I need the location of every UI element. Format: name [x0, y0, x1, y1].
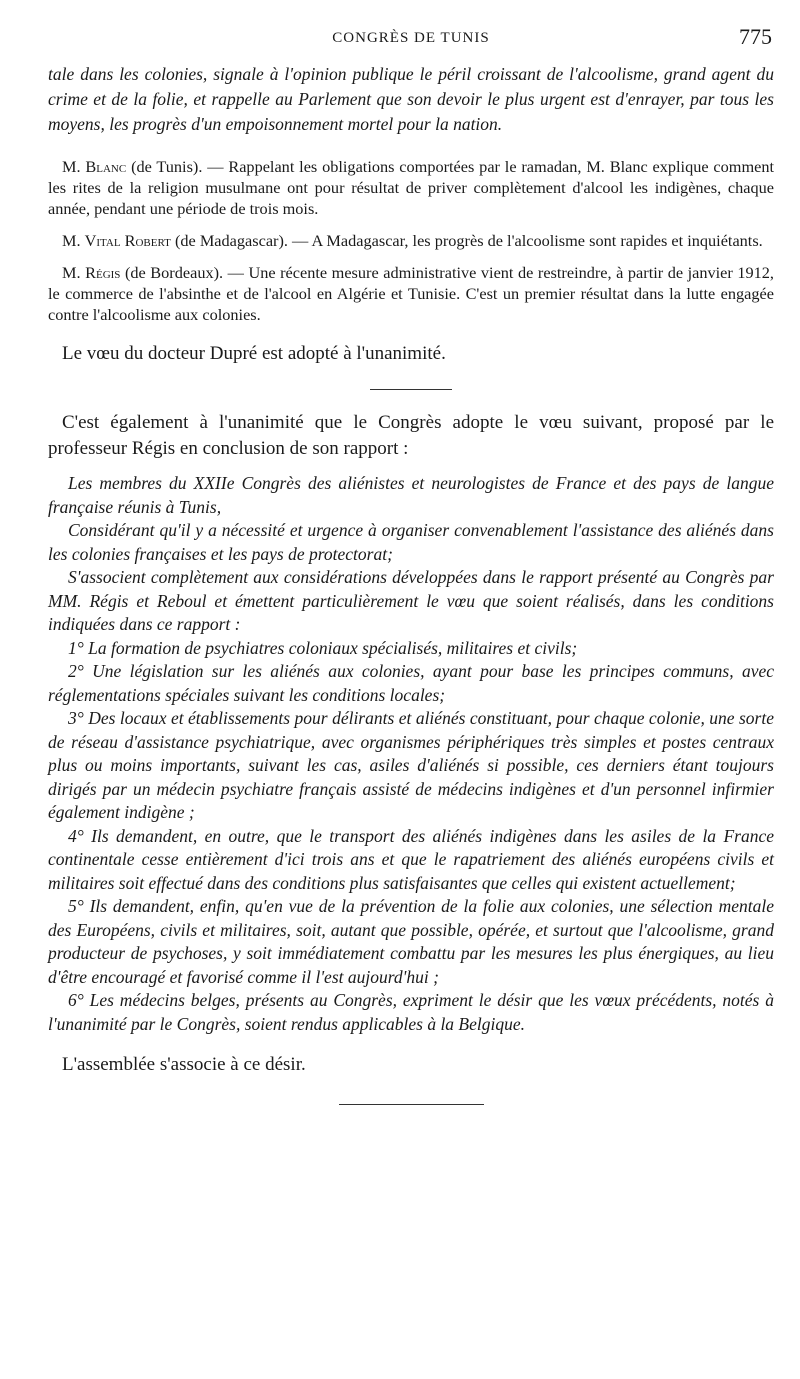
speaker-prefix: M.	[62, 157, 81, 176]
discussion-paragraph-blanc	[48, 156, 774, 219]
adoption-statement: Le vœu du docteur Dupré est adopté à l'unanimité.	[62, 343, 446, 364]
section-divider	[370, 389, 452, 390]
speaker-remarks: (de Tunis). — Rappelant les obligations comportées par le ramadan, M. Blanc explique comment les rites de la religion musulmane ont pour résultat de priver complètement d'alcool les indigènes, chaque année, pendant une période de trois mois.	[48, 157, 774, 218]
resolution-item-4: 4° Ils demandent, en outre, que le transport des aliénés indigènes dans les asiles de la France continentale cesse entièrement d'ici trois ans et que le rapatriement des aliénés européens civils et militaires soit effectué dans des conditions plus satisfaisantes que celles qui existent actuellement;	[48, 825, 774, 893]
page-number: 775	[739, 24, 772, 49]
resolution-item-6: 6° Les médecins belges, présents au Congrès, expriment le désir que les vœux précédents, notés à l'unanimité par le Congrès, soient rendus applicables à la Belgique.	[48, 990, 774, 1034]
resolution-item-2: 2° Une législation sur les aliénés aux colonies, ayant pour base les principes communs, avec réglementations spéciales suivant les conditions locales;	[48, 661, 774, 705]
discussion-paragraph-regis	[48, 262, 774, 325]
discussion-paragraph-robert	[48, 230, 774, 251]
resolution-text	[48, 472, 774, 1036]
speaker-remarks: (de Bordeaux). — Une récente mesure administrative vient de restreindre, à partir de janvier 1912, le commerce de l'absinthe et de l'alcool en Algérie et Tunisie. C'est un premier résultat dans la lutte engagée contre l'alcoolisme aux colonies.	[48, 263, 774, 324]
page	[48, 22, 774, 1105]
resolution-considering: Considérant qu'il y a nécessité et urgence à organiser convenablement l'assistance des aliénés dans les colonies françaises et les pays de protectorat;	[48, 520, 774, 564]
running-head	[48, 22, 774, 52]
resolution-item-5: 5° Ils demandent, enfin, qu'en vue de la prévention de la folie aux colonies, une sélection mentale des Européens, civils et militaires, soit, autant que possible, opérée, et surtout que l'alcoolisme, grand producteur de psychoses, y soit immédiatement combattu par les mesures les plus énergiques, au lieu d'être encouragé et favorisé comme il l'est aujourd'hui ;	[48, 896, 774, 987]
resolution-item-1: 1° La formation de psychiatres coloniaux spécialisés, militaires et civils;	[68, 637, 578, 658]
speaker-name: Blanc	[85, 157, 127, 176]
speaker-name: Régis	[85, 263, 121, 282]
intro-statement: C'est également à l'unanimité que le Congrès adopte le vœu suivant, proposé par le professeur Régis en conclusion de son rapport :	[48, 412, 774, 459]
resolution-association: S'associent complètement aux considérations développées dans le rapport présenté au Congrès par MM. Régis et Reboul et émettent particulièrement le vœu que soient réalisés, dans les conditions indiquées dans ce rapport :	[48, 567, 774, 634]
resolution-preamble: Les membres du XXIIe Congrès des aliénistes et neurologistes de France et des pays de langue française réunis à Tunis,	[48, 473, 774, 517]
closing-statement: L'assemblée s'associe à ce désir.	[62, 1054, 306, 1075]
running-title: CONGRÈS DE TUNIS	[332, 30, 490, 46]
speaker-prefix: M.	[62, 263, 81, 282]
opening-paragraph: tale dans les colonies, signale à l'opinion publique le péril croissant de l'alcoolisme, grand agent du crime et de la folie, et rappelle au Parlement que son devoir le plus urgent est d'enrayer, par tous les moyens, les progrès d'un empoisonnement mortel pour la nation.	[48, 64, 774, 134]
speaker-prefix: M.	[62, 231, 81, 250]
speaker-remarks: (de Madagascar). — A Madagascar, les progrès de l'alcoolisme sont rapides et inquiétants.	[174, 231, 763, 250]
end-divider	[339, 1104, 484, 1105]
speaker-name: Vital Robert	[84, 231, 171, 250]
resolution-item-3: 3° Des locaux et établissements pour délirants et aliénés constituant, pour chaque colonie, une sorte de réseau d'assistance psychiatrique, avec organismes périphériques très simples et postes centraux plus ou moins importants, suivant les cas, asiles d'aliénés si possible, ces derniers étant toujours dirigés par un médecin psychiatre français assisté de médecins indigènes et d'un personnel infirmier également indigène ;	[48, 708, 774, 822]
